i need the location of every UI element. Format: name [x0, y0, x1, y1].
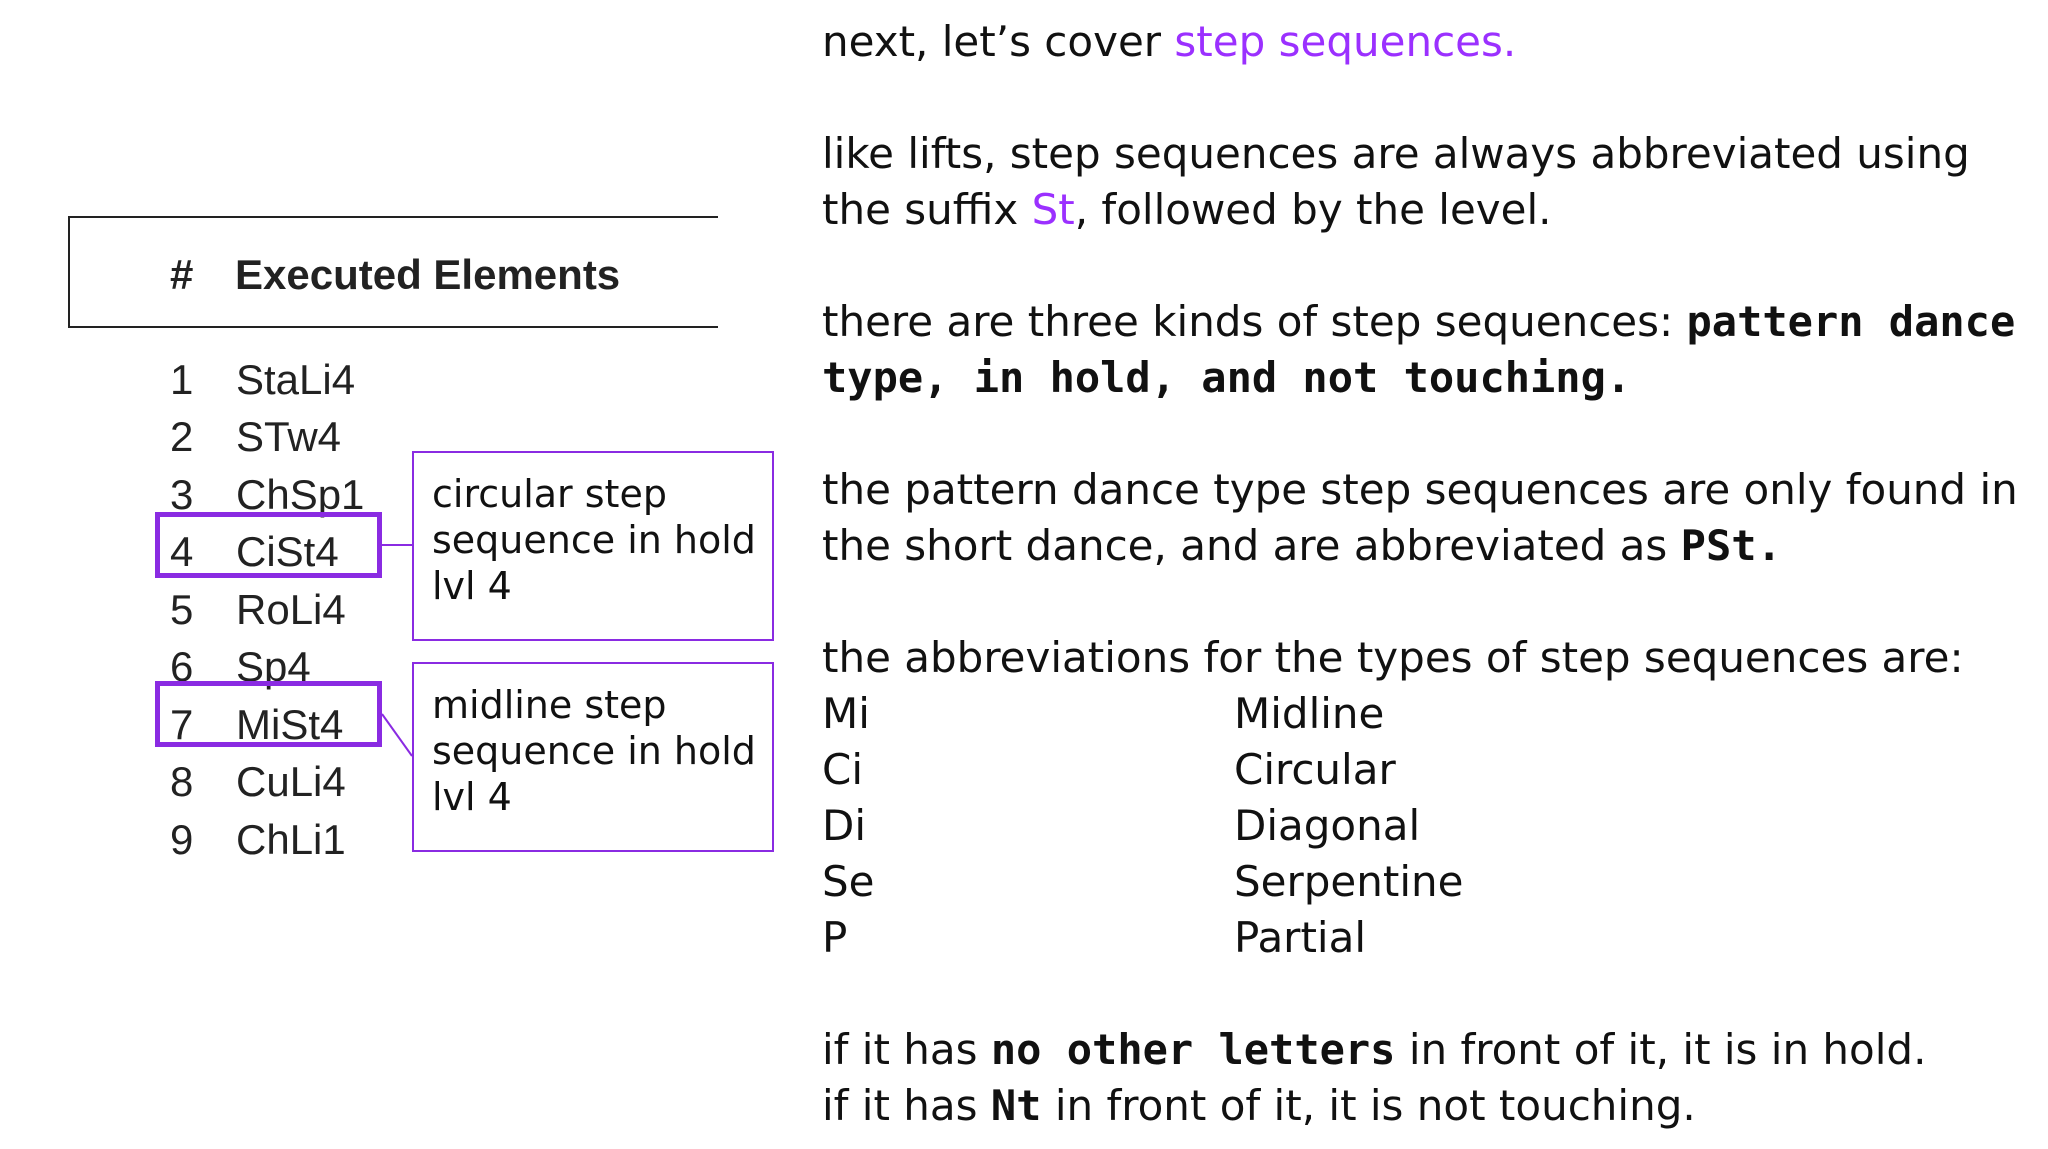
hold-rule-line — [822, 1022, 2032, 1078]
element-code: MiSt4 — [236, 700, 344, 748]
callout-text: lvl 4 — [432, 564, 512, 608]
nt-prefix: if it has — [822, 1081, 991, 1130]
suffix-st: St — [1031, 185, 1075, 234]
element-code: ChSp1 — [236, 470, 365, 518]
abbr-code: Di — [822, 801, 867, 850]
callout-midline-step — [412, 662, 774, 852]
connector-line-midline — [382, 714, 412, 756]
highlight-box-mist4 — [155, 681, 382, 747]
lifts-prefix: the suffix — [822, 185, 1032, 234]
pattern-line-1: the pattern dance type step sequences are only found in — [822, 465, 2018, 514]
element-row — [160, 811, 364, 869]
hold-suffix: in front of it, it is in hold. — [1395, 1025, 1927, 1074]
element-number: 2 — [170, 413, 194, 461]
callout-text: sequence in hold — [432, 729, 756, 773]
callout-text: sequence in hold — [432, 518, 756, 562]
element-number: 1 — [170, 355, 194, 403]
kinds-prefix: there are three kinds of step sequences: — [822, 297, 1687, 346]
abbr-code: Ci — [822, 745, 863, 794]
nt-suffix: in front of it, it is not touching. — [1041, 1081, 1696, 1130]
header-title: Executed Elements — [235, 251, 621, 298]
abbreviation-row — [822, 742, 2032, 798]
element-code: CiSt4 — [236, 528, 339, 576]
lifts-suffix: , followed by the level. — [1074, 185, 1552, 234]
element-number: 8 — [170, 758, 194, 806]
abbr-code: Se — [822, 857, 875, 906]
callout-text: lvl 4 — [432, 775, 512, 819]
lifts-line-1: like lifts, step sequences are always abbreviated using — [822, 129, 1970, 178]
executed-elements-list — [160, 351, 364, 869]
paragraph-gap — [822, 574, 2032, 630]
abbr-code: Mi — [822, 689, 870, 738]
intro-line — [822, 14, 2032, 70]
element-row — [160, 351, 364, 409]
abbreviation-row — [822, 798, 2032, 854]
paragraph-gap — [822, 966, 2032, 1022]
element-number: 7 — [170, 700, 194, 748]
paragraph-gap — [822, 406, 2032, 462]
abbr-meaning: Partial — [1234, 913, 1366, 962]
kinds-bold-2: type, in hold, and not touching. — [822, 353, 1632, 402]
element-row — [160, 754, 364, 812]
intro-prefix: next, let’s cover — [822, 17, 1175, 66]
element-row — [160, 581, 364, 639]
element-code: RoLi4 — [236, 585, 346, 633]
callout-text: midline step — [432, 683, 667, 727]
abbreviation-row — [822, 854, 2032, 910]
nt-rule-line — [822, 1078, 2032, 1134]
abbr-meaning: Diagonal — [1234, 801, 1421, 850]
highlight-box-cist4 — [155, 512, 382, 578]
intro-accent: step sequences. — [1174, 17, 1517, 66]
abbreviation-row — [822, 910, 2032, 966]
kinds-line-1 — [822, 294, 2032, 350]
callout-text: circular step — [432, 472, 667, 516]
pattern-line-2 — [822, 518, 2032, 574]
pattern-prefix: the short dance, and are abbreviated as — [822, 521, 1681, 570]
element-code: Sp4 — [236, 643, 311, 691]
hold-prefix: if it has — [822, 1025, 991, 1074]
abbreviation-row — [822, 686, 2032, 742]
element-number: 3 — [170, 470, 194, 518]
element-number: 6 — [170, 643, 194, 691]
abbr-intro: the abbreviations for the types of step sequences are: — [822, 633, 1964, 682]
element-number: 4 — [170, 528, 194, 576]
nt-bold: Nt — [990, 1081, 1042, 1130]
paragraph-gap — [822, 238, 2032, 294]
kinds-line-2 — [822, 350, 2032, 406]
abbr-meaning: Circular — [1234, 745, 1396, 794]
paragraph-gap — [822, 70, 2032, 126]
element-code: ChLi1 — [236, 815, 346, 863]
callout-circular-step — [412, 451, 774, 641]
abbreviation-table — [822, 686, 2032, 966]
lifts-line-2 — [822, 182, 2032, 238]
element-number: 5 — [170, 585, 194, 633]
element-code: StaLi4 — [236, 355, 356, 403]
element-number: 9 — [170, 815, 194, 863]
kinds-bold-1: pattern dance — [1686, 297, 2016, 346]
element-row — [160, 409, 364, 467]
abbr-meaning: Midline — [1234, 689, 1385, 738]
hold-bold: no other letters — [990, 1025, 1396, 1074]
notes-panel — [822, 14, 2032, 1134]
executed-elements-header — [68, 216, 718, 328]
element-code: STw4 — [236, 413, 342, 461]
header-hash: # — [170, 251, 194, 298]
abbr-meaning: Serpentine — [1234, 857, 1464, 906]
element-code: CuLi4 — [236, 758, 346, 806]
pst-code: PSt. — [1680, 521, 1782, 570]
abbr-code: P — [822, 913, 848, 962]
